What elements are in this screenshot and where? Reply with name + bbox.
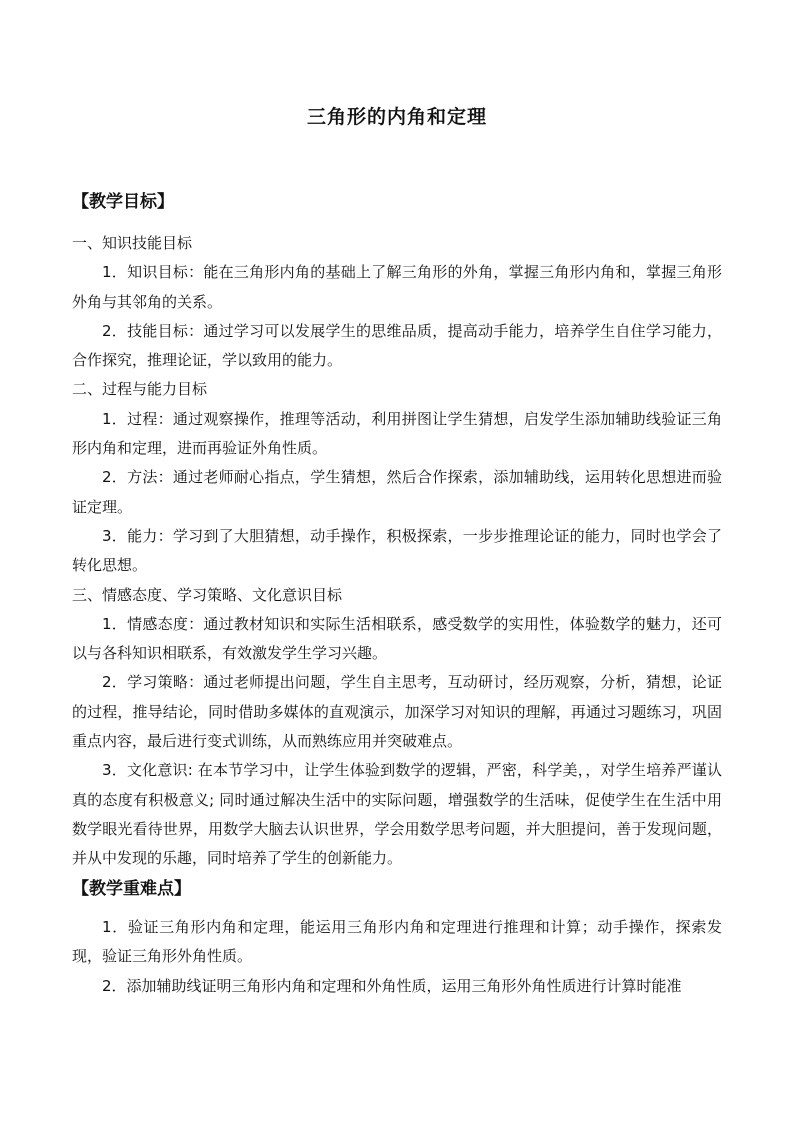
cultural-awareness-paragraph: 3．文化意识: 在本节学习中，让学生体验到数学的逻辑，严密，科学美，，对学生培养严谨认真的态度有积极意义; 同时通过解决生活中的实际问题，增强数学的生活味，促使学生在生活中用数学眼光看待世界，用数学大脑去认识世界，学会用数学思考问题，并大胆提问，善于发现问题，并从中发现的乐趣，同时培养了学生的创新能力。 — [72, 761, 722, 868]
skill-goal-paragraph: 2．技能目标：通过学习可以发展学生的思维品质，提高动手能力，培养学生自住学习能力，合作探究，推理论证，学以致用的能力。 — [72, 321, 722, 370]
key-difficulties-content — [72, 913, 722, 1001]
key-point-paragraph-2: 2．添加辅助线证明三角形内角和定理和外角性质，运用三角形外角性质进行计算时能准 — [102, 976, 682, 995]
ability-paragraph: 3．能力：学习到了大胆猜想，动手操作，积极探索，一步步推理论证的能力，同时也学会了转化思想。 — [72, 526, 722, 575]
process-ability-heading: 二、过程与能力目标 — [72, 380, 208, 399]
document-title: 三角形的内角和定理 — [306, 106, 487, 128]
teaching-goals-content — [72, 229, 722, 874]
learning-strategy-paragraph: 2．学习策略：通过老师提出问题，学生自主思考，互动研讨，经历观察，分析，猜想，论证的过程，推导结论，同时借助多媒体的直观演示，加深学习对知识的理解，再通过习题练习，巩固重点内容，最后进行变式训练，从而熟练应用并突破难点。 — [72, 673, 722, 751]
key-point-paragraph-1: 1．验证三角形内角和定理，能运用三角形内角和定理进行推理和计算；动手操作，探索发现，验证三角形外角性质。 — [72, 918, 722, 966]
process-paragraph: 1．过程：通过观察操作，推理等活动，利用拼图让学生猜想，启发学生添加辅助线验证三角形内角和定理，进而再验证外角性质。 — [72, 409, 722, 458]
key-difficulties-heading: 【教学重难点】 — [72, 879, 191, 899]
knowledge-skills-heading: 一、知识技能目标 — [72, 234, 193, 252]
emotion-strategy-culture-heading: 三、情感态度、学习策略、文化意识目标 — [72, 585, 343, 604]
emotion-attitude-paragraph: 1．情感态度：通过教材知识和实际生活相联系，感受数学的实用性，体验数学的魅力，还可以与各科知识相联系，有效激发学生学习兴趣。 — [72, 614, 722, 663]
teaching-goals-heading: 【教学目标】 — [72, 192, 174, 212]
method-paragraph: 2．方法：通过老师耐心指点，学生猜想，然后合作探索，添加辅助线，运用转化思想进而验证定理。 — [72, 468, 722, 516]
knowledge-goal-paragraph: 1．知识目标：能在三角形内角的基础上了解三角形的外角，掌握三角形内角和，掌握三角形外角与其邻角的关系。 — [72, 263, 722, 311]
